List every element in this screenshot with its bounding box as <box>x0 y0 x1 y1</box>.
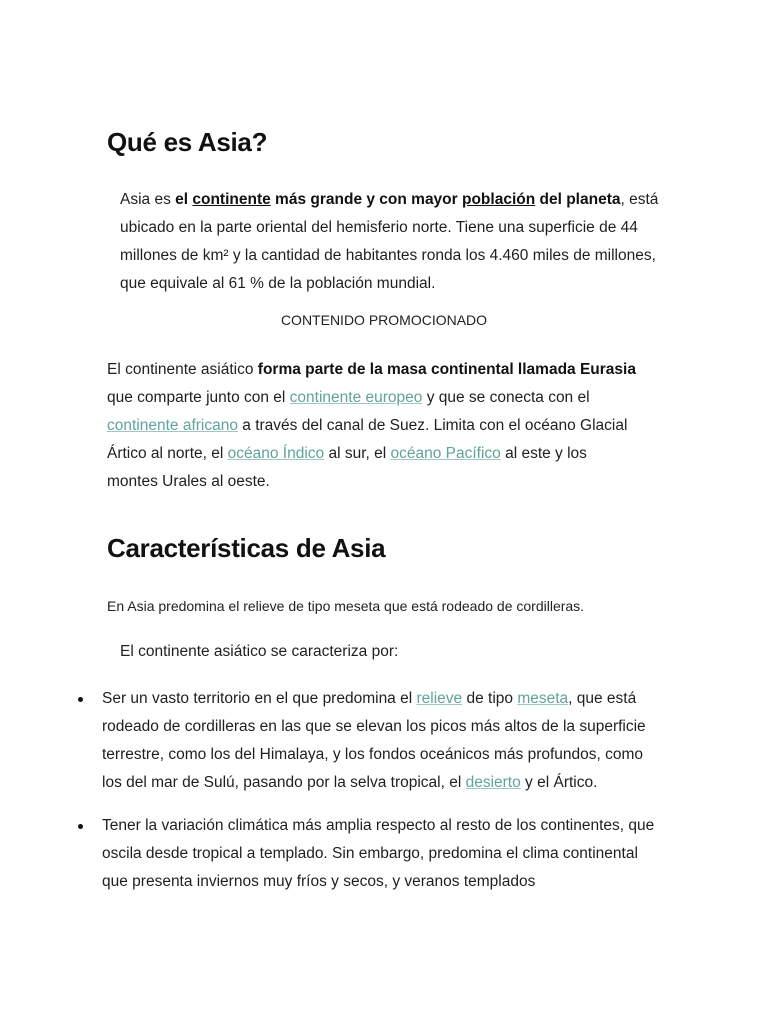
bullet-icon <box>78 697 83 702</box>
summary-text: En Asia predomina el relieve de tipo meseta que está rodeado de cordilleras. <box>107 598 585 614</box>
promoted-content-label: CONTENIDO PROMOCIONADO <box>280 312 488 328</box>
eurasia-paragraph: El continente asiático forma parte de la masa continental llamada Eurasia que comparte junto con el continente europeo y que se conecta con el continente africano a través del canal de Suez. Limita con el océano Glacial Ártico al norte, el océano Índico al sur, el océano Pacífico al este y los montes Urales al oeste. <box>107 361 636 490</box>
list-item: Ser un vasto territorio en el que predomina el relieve de tipo meseta, que está rodeado de cordilleras en las que se elevan los picos más altos de la superficie terrestre, como los del Himalaya, y los fondos oceánicos más profundos, como los del mar de Sulú, pasando por la selva tropical, el desierto y el Ártico. <box>0 685 662 797</box>
link-continente-europeo[interactable]: continente europeo <box>289 389 423 406</box>
bullet-icon <box>78 824 83 829</box>
link-desierto[interactable]: desierto <box>465 774 521 791</box>
link-continente-africano[interactable]: continente africano <box>107 417 238 434</box>
continente-underlined: continente <box>192 191 271 208</box>
eurasia-bold: forma parte de la masa continental llamada Eurasia <box>257 361 636 378</box>
intro-text-rest: , está ubicado en la parte oriental del hemisferio norte. Tiene una superficie de 44 millones de km² y la cantidad de habitantes ronda los 4.460 miles de millones, que equivale al 61 % de la población mundial. <box>120 191 659 292</box>
characteristics-list <box>0 685 768 896</box>
page-title: Qué es Asia? <box>107 127 268 157</box>
intro-bold: el continente más grande y con mayor población del planeta <box>175 191 621 208</box>
link-relieve[interactable]: relieve <box>416 690 463 707</box>
link-oceano-pacifico[interactable]: océano Pacífico <box>390 445 501 462</box>
link-oceano-indico[interactable]: océano Índico <box>227 445 325 462</box>
characteristics-intro: El continente asiático se caracteriza por: <box>120 643 399 660</box>
section-heading: Características de Asia <box>107 533 386 563</box>
list-item: Tener la variación climática más amplia respecto al resto de los continentes, que oscila desde tropical a templado. Sin embargo, predomina el clima continental que presenta inviernos muy fríos y secos, y veranos templados <box>0 812 662 896</box>
link-meseta[interactable]: meseta <box>517 690 569 707</box>
poblacion-underlined: población <box>462 191 536 208</box>
intro-paragraph <box>120 186 660 298</box>
intro-text: Asia es <box>120 191 176 208</box>
